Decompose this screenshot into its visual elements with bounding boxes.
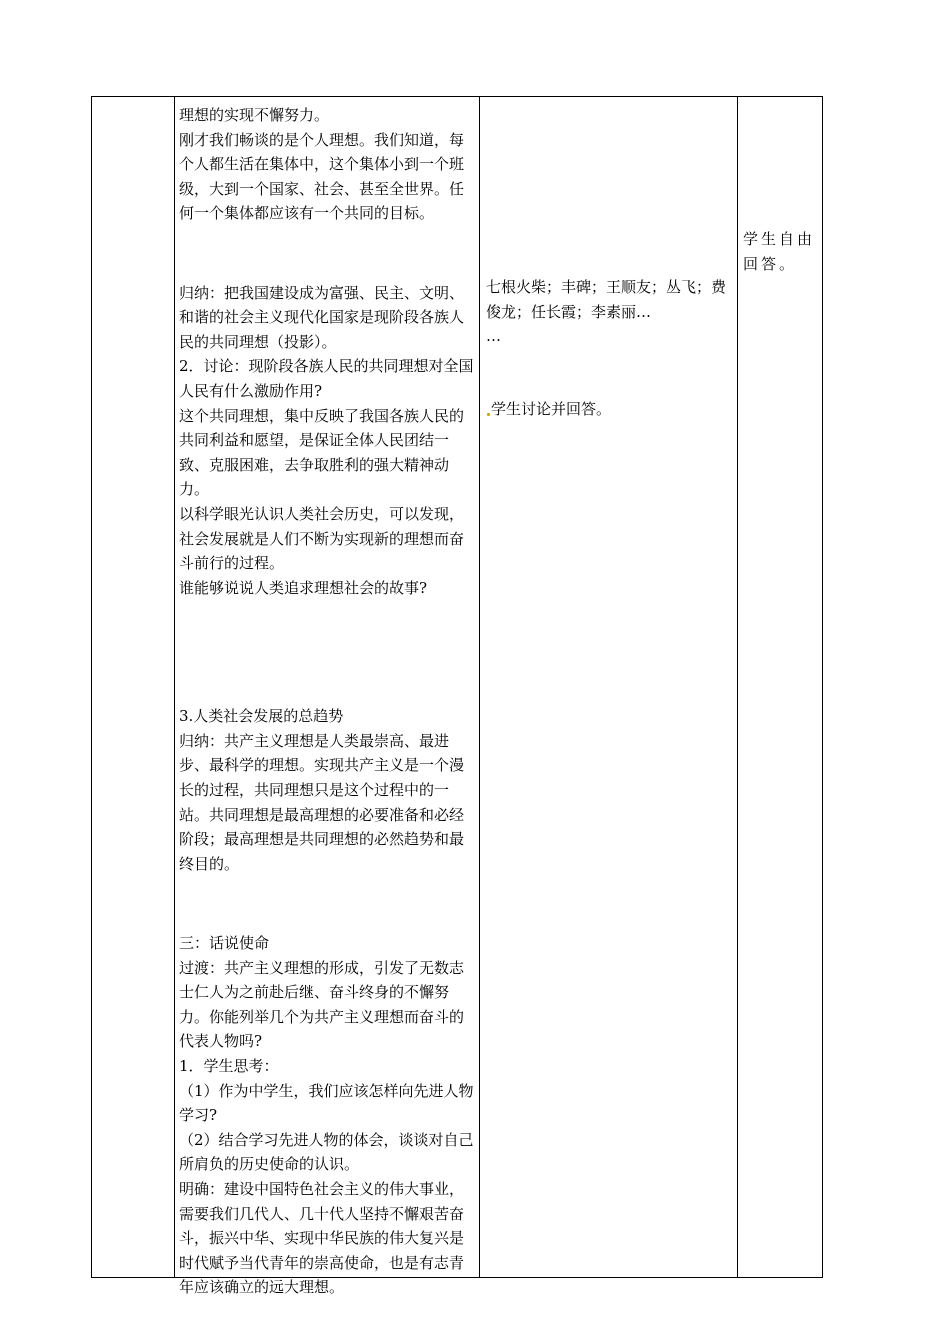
student-discussion-cell: [486, 397, 736, 422]
blank-line: [179, 241, 477, 266]
student-answer-cell: [743, 227, 819, 276]
paragraph: 归纳：共产主义理想是人类最崇高、最进步、最科学的理想。实现共产主义是一个漫长的过程，共同理想只是这个过程中的一站。共同理想是最高理想的必要准备和必经阶段；最高理想是共同理想的必然趋势和最终目的。: [179, 731, 465, 873]
student-examples-cell: [486, 275, 736, 349]
paragraph: 2．讨论：现阶段各族人民的共同理想对全国人民有什么激励作用?: [179, 357, 474, 400]
mark-dot: [487, 413, 490, 416]
paragraph: （2）结合学习先进人物的体会，谈谈对自己所肩负的历史使命的认识。: [179, 1130, 474, 1174]
paragraph: （1）作为中学生，我们应该怎样向先进人物学习?: [179, 1081, 474, 1125]
column-divider-1: [174, 97, 175, 1277]
paragraph: 这个共同理想，集中反映了我国各族人民的共同利益和愿望，是保证全体人民团结一致、克服困难，去争取胜利的强大精神动力。: [179, 406, 465, 499]
column-divider-2: [479, 97, 480, 1277]
paragraph: 1．学生思考：: [179, 1057, 279, 1075]
paragraph: 理想的实现不懈努力。: [179, 106, 330, 124]
blank-line: [179, 891, 477, 916]
free-answer-text: 学生自由回答。: [743, 230, 816, 273]
paragraph: 明确：建设中国特色社会主义的伟大事业，需要我们几代人、几十代人坚持不懈艰苦奋斗，振兴中华、实现中华民族的伟大复兴是时代赋予当代青年的崇高使命，也是有志青年应该确立的远大理想。: [179, 1179, 465, 1297]
paragraph: 归纳：把我国建设成为富强、民主、文明、和谐的社会主义现代化国家是现阶段各族人民的共同理想（投影）。: [179, 283, 465, 351]
paragraph: 刚才我们畅谈的是个人理想。我们知道，每个人都生活在集体中，这个集体小到一个班级，大到一个国家、社会、甚至全世界。任何一个集体都应该有一个共同的目标。: [179, 130, 465, 223]
paragraph: 三：话说使命: [179, 934, 270, 953]
lesson-plan-table: [91, 96, 823, 1297]
ellipsis-text: …: [486, 327, 501, 346]
paragraph: 3.人类社会发展的总趋势: [179, 707, 344, 726]
paragraph: 谁能够说说人类追求理想社会的故事?: [179, 578, 428, 597]
representative-figures-text: 七根火柴；丰碑；王顺友；丛飞；费俊龙；任长霞；李素丽…: [486, 278, 727, 321]
teacher-activity-cell: [179, 103, 477, 1300]
paragraph: 以科学眼光认识人类社会历史，可以发现，社会发展就是人们不断为实现新的理想而奋斗前行的过程。: [179, 504, 465, 573]
discussion-text: 学生讨论并回答。: [491, 400, 612, 418]
blank-gap: [179, 615, 477, 689]
paragraph: 过渡：共产主义理想的形成，引发了无数志士仁人为之前赴后继、奋斗终身的不懈努力。你能列举几个为共产主义理想而奋斗的代表人物吗?: [179, 958, 465, 1051]
column-divider-3: [737, 97, 738, 1277]
